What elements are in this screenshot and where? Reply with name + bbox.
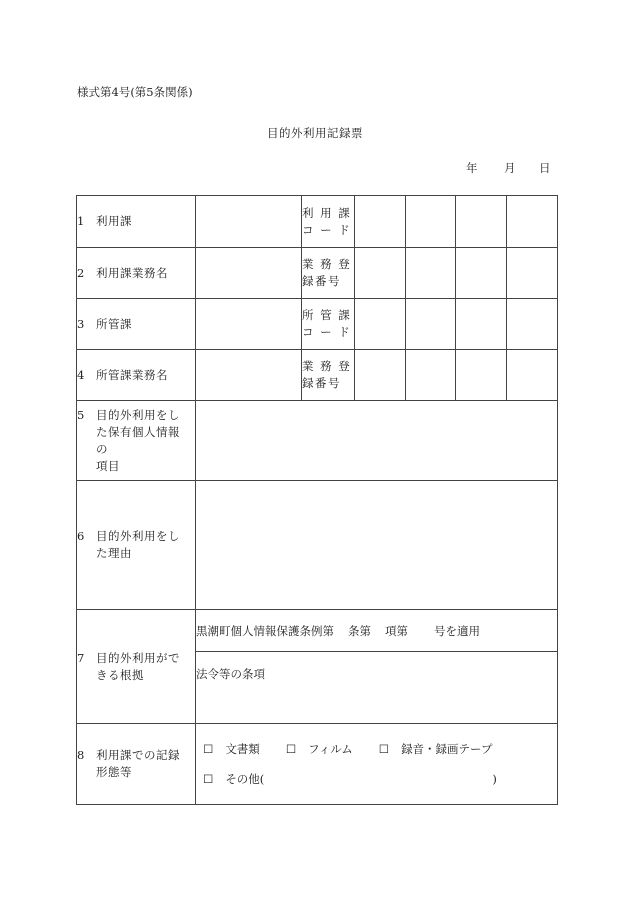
code-digit-box[interactable]: [456, 299, 507, 350]
item-label-line: 利用課での記録: [96, 748, 180, 762]
label-cell: [77, 196, 196, 248]
code-label-cell: [302, 248, 355, 299]
record-table: [76, 195, 558, 805]
label-cell: [77, 481, 196, 610]
code-digit-box[interactable]: [507, 248, 558, 299]
form-title: 目的外利用記録票: [267, 126, 363, 140]
code-label-cell: [302, 350, 355, 401]
code-digit-box[interactable]: [355, 350, 406, 401]
item-label-line: きる根拠: [96, 667, 144, 682]
checkbox-documents[interactable]: ☐: [203, 742, 214, 756]
row-reason: [77, 481, 558, 610]
item-number: 6: [77, 529, 85, 543]
item-label: 利用課: [96, 214, 132, 228]
using-department-field[interactable]: [196, 196, 302, 248]
row-legal-basis: [77, 610, 558, 652]
code-digit-box[interactable]: [406, 350, 456, 401]
item-label: 所管課業務名: [96, 367, 168, 382]
label-cell: [77, 724, 196, 805]
item-label: 利用課業務名: [96, 265, 168, 280]
row-record-format: [77, 724, 558, 805]
option-documents: 文書類: [225, 742, 260, 756]
label-cell: [77, 299, 196, 350]
item-number: 3: [77, 316, 85, 331]
checkbox-other[interactable]: ☐: [203, 772, 214, 786]
label-cell: [77, 248, 196, 299]
code-digit-box[interactable]: [406, 248, 456, 299]
row-personal-info-items: [77, 401, 558, 481]
code-label-line: コ ー ド: [302, 325, 352, 339]
code-digit-box[interactable]: [355, 299, 406, 350]
ordinance-prefix: 黒潮町個人情報保護条例第: [196, 623, 334, 638]
item-label-line: 項目: [96, 458, 120, 473]
item-number: 1: [77, 214, 85, 228]
item-label: 所管課: [96, 316, 132, 331]
item-number: 7: [77, 650, 85, 665]
business-name-field[interactable]: [196, 248, 302, 299]
label-cell: [77, 401, 196, 481]
code-digit-box[interactable]: [355, 248, 406, 299]
code-label-cell: [302, 196, 355, 248]
item-number: 5: [77, 407, 85, 422]
ordinance-article: 条第: [348, 623, 371, 638]
form-number: 様式第4号(第5条関係): [77, 85, 193, 99]
code-digit-box[interactable]: [456, 350, 507, 401]
item-label-line: た理由: [96, 546, 132, 560]
ordinance-item: 号を適用: [434, 623, 480, 638]
code-label-line: 録番号: [302, 274, 341, 288]
code-digit-box[interactable]: [406, 196, 456, 248]
code-label-line: 業 務 登: [302, 257, 352, 271]
row-managing-department-business: [77, 350, 558, 401]
code-label-line: 所 管 課: [302, 308, 352, 322]
code-digit-box[interactable]: [507, 196, 558, 248]
row-managing-department: [77, 299, 558, 350]
reason-field[interactable]: [196, 481, 558, 610]
option-film: フィルム: [308, 742, 353, 756]
item-label-line: 目的外利用をし: [96, 529, 180, 543]
law-clause-label: 法令等の条項: [196, 667, 265, 681]
date-day-label: 日: [539, 161, 551, 175]
option-tape: 録音・録画テープ: [401, 742, 493, 756]
code-digit-box[interactable]: [456, 248, 507, 299]
ordinance-paragraph: 項第: [385, 623, 408, 638]
item-label-line: 目的外利用をし: [96, 407, 180, 422]
code-digit-box[interactable]: [355, 196, 406, 248]
label-cell: [77, 610, 196, 724]
item-label-line: 目的外利用がで: [96, 650, 180, 665]
item-number: 2: [77, 265, 85, 280]
date-year-label: 年: [466, 161, 478, 175]
checkbox-tape[interactable]: ☐: [378, 742, 390, 756]
record-format-options: [196, 724, 558, 805]
option-other-close: ): [492, 772, 497, 786]
checkbox-film[interactable]: ☐: [285, 742, 297, 756]
code-digit-box[interactable]: [406, 299, 456, 350]
law-clause-field[interactable]: [196, 652, 558, 724]
code-digit-box[interactable]: [507, 299, 558, 350]
code-label-line: コ ー ド: [302, 222, 352, 237]
row-using-department: [77, 196, 558, 248]
managing-department-field[interactable]: [196, 299, 302, 350]
code-label-line: 業 務 登: [302, 359, 352, 373]
row-using-department-business: [77, 248, 558, 299]
date-month-label: 月: [504, 161, 516, 175]
business-name-field[interactable]: [196, 350, 302, 401]
code-label-line: 利 用 課: [302, 205, 352, 220]
personal-info-items-field[interactable]: [196, 401, 558, 481]
item-label-line: 形態等: [96, 765, 132, 779]
item-label-line: た保有個人情報の: [96, 424, 180, 456]
ordinance-clause-field[interactable]: [196, 610, 558, 652]
code-digit-box[interactable]: [456, 196, 507, 248]
item-number: 4: [77, 367, 85, 382]
code-label-cell: [302, 299, 355, 350]
option-other: その他(: [225, 772, 265, 786]
code-digit-box[interactable]: [507, 350, 558, 401]
label-cell: [77, 350, 196, 401]
item-number: 8: [77, 748, 85, 762]
code-label-line: 録番号: [302, 376, 341, 390]
